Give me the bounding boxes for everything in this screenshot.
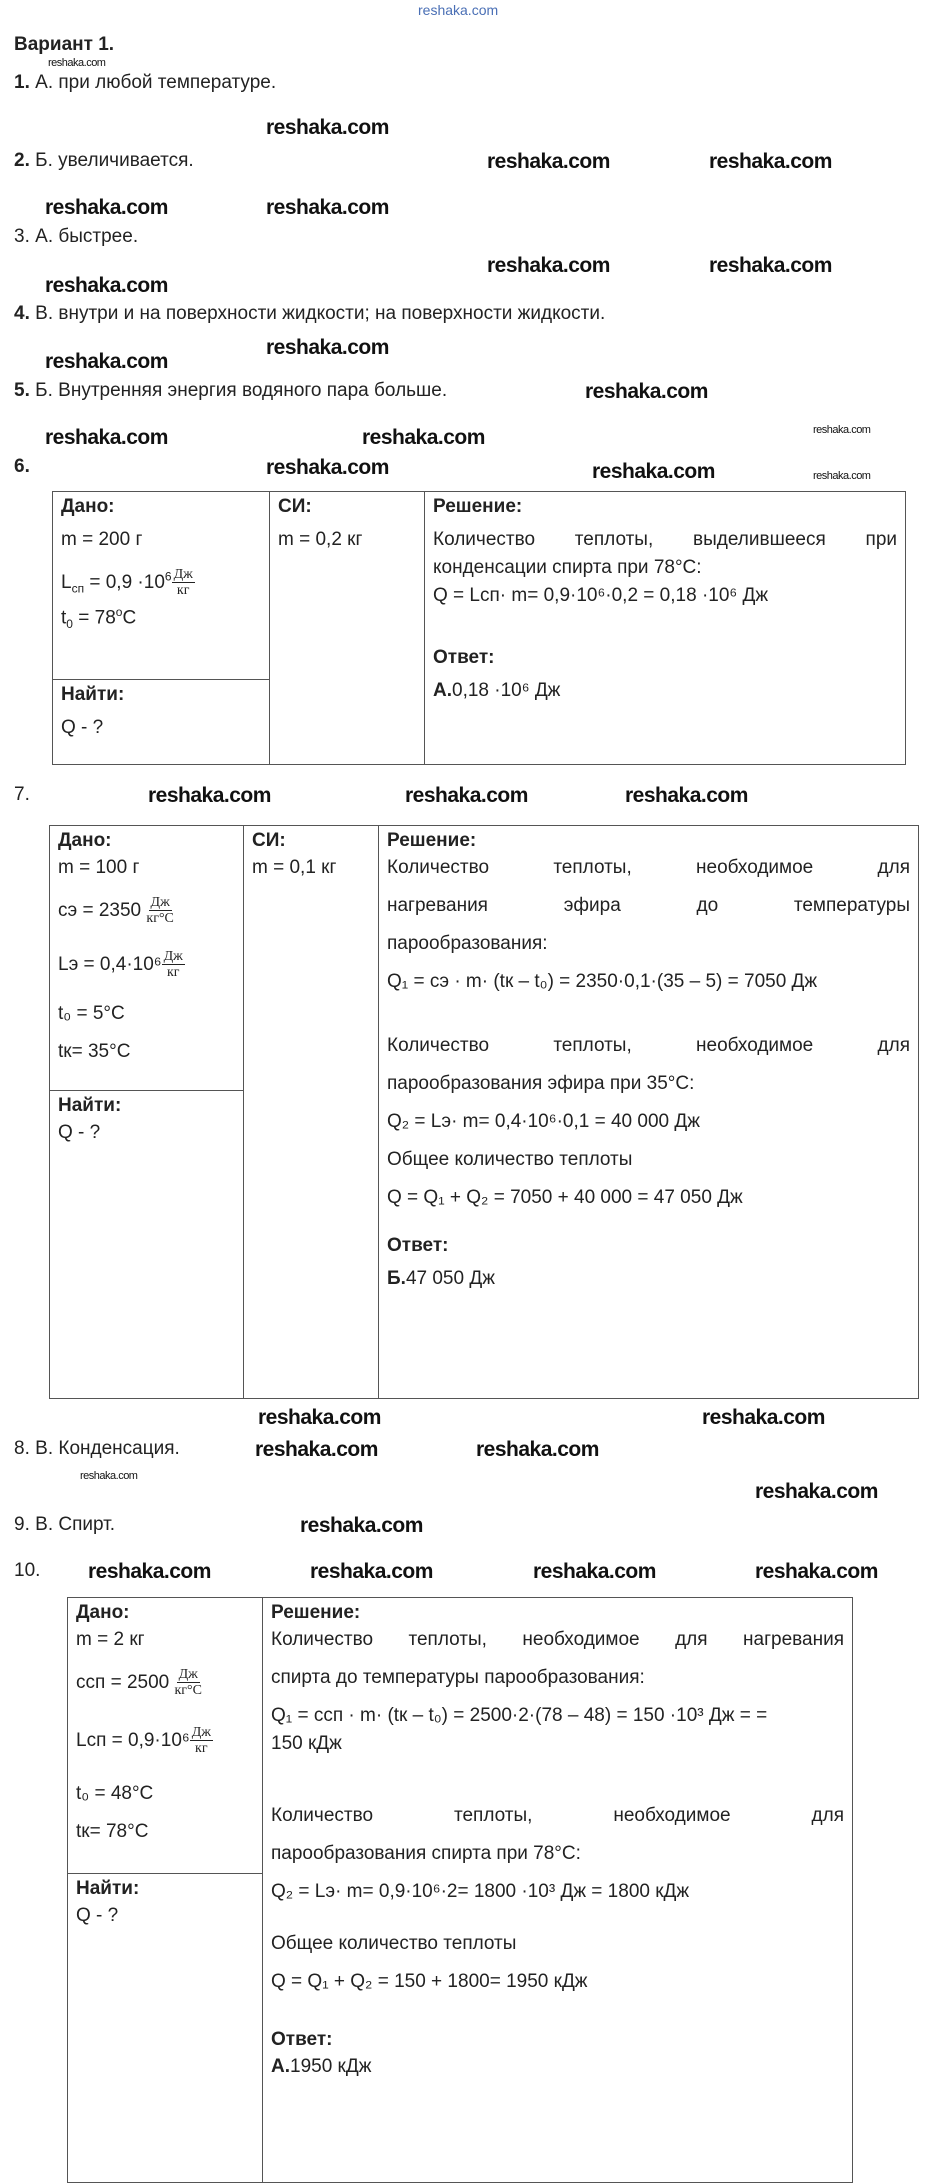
si-cell (244, 826, 379, 1399)
watermark: reshaka.com (45, 350, 168, 373)
formula-q1-result: 150 кДж (271, 1732, 342, 1754)
solution-text: Количество теплоты, необходимое для (271, 1804, 844, 1826)
watermark: reshaka.com (45, 274, 168, 297)
subscript: 0 (66, 616, 73, 631)
watermark: reshaka.com (48, 57, 106, 69)
si-cell (270, 492, 425, 765)
given-heat (76, 1725, 254, 1781)
find-label: Найти: (61, 684, 125, 705)
watermark: reshaka.com (755, 1480, 878, 1503)
watermark: reshaka.com (755, 1560, 878, 1583)
watermark: reshaka.com (300, 1514, 423, 1537)
answer-text: В. Конденсация. (35, 1438, 180, 1459)
watermark: reshaka.com (592, 460, 715, 483)
unit-fraction (175, 1667, 202, 1699)
site-link[interactable]: reshaka.com (418, 2, 499, 18)
solution-text: Общее количество теплоты (387, 1148, 633, 1170)
answer-number: 5. (14, 380, 30, 401)
unit-den: кг (176, 583, 190, 599)
formula: Q = Lсп· m= 0,9·10⁶·0,2 = 0,18 ·10⁶ Дж (433, 584, 769, 606)
si-label: СИ: (278, 496, 312, 517)
answer-label: Ответ: (271, 2028, 333, 2050)
answer-value: 47 050 Дж (405, 1267, 495, 1289)
given-mass: m = 100 г (58, 856, 140, 878)
solution-text: Количество теплоты, необходимое для (387, 1034, 910, 1056)
watermark: reshaka.com (266, 116, 389, 139)
answer-7-number: 7. (14, 784, 30, 805)
value: Lэ = 0,4·10⁶ (58, 953, 162, 975)
watermark: reshaka.com (255, 1438, 378, 1461)
given-temp: $t_0 = 78^oC$ (61, 604, 137, 631)
given-cell (68, 1598, 263, 1874)
solution-text: нагревания эфира до температуры (387, 894, 910, 916)
answer-5 (14, 380, 447, 402)
given-heat: $L_{сп} = 0,9 \cdot 10^6$ $\frac{Дж}{кг}$ (61, 566, 193, 599)
watermark: reshaka.com (266, 456, 389, 479)
find-label: Найти: (76, 1878, 140, 1899)
watermark: reshaka.com (709, 150, 832, 173)
solution-text: Общее количество теплоты (271, 1932, 517, 1954)
answer-letter: А. (271, 2055, 290, 2077)
watermark: reshaka.com (709, 254, 832, 277)
solution-label: Решение: (387, 830, 477, 851)
unit-num: Дж (191, 1724, 211, 1740)
unit-den: кг°C (174, 1683, 202, 1699)
unit-fraction (190, 1725, 213, 1757)
answer-10-number: 10. (14, 1560, 41, 1581)
watermark: reshaka.com (813, 424, 871, 436)
answer-text: В. внутри и на поверхности жидкости; на поверхности жидкости. (35, 303, 606, 324)
unit-num: Дж (163, 948, 183, 964)
given-t0: t₀ = 48°C (76, 1782, 154, 1804)
given-cell (50, 826, 244, 1091)
answer-number: 8. (14, 1438, 30, 1459)
find-cell (68, 1874, 263, 2183)
solution-text: Количество теплоты, выделившееся при (433, 528, 897, 550)
answer-6-number: 6. (14, 456, 30, 477)
unit-den: кг (166, 965, 180, 981)
solution-text: парообразования спирта при 78°C: (271, 1842, 581, 1864)
watermark: reshaka.com (487, 254, 610, 277)
unit-num: Дж (173, 566, 193, 582)
answer-value: 0,18 ·10⁶ Дж (452, 679, 561, 701)
watermark: reshaka.com (405, 784, 528, 807)
watermark: reshaka.com (45, 426, 168, 449)
value: Lсп = 0,9·10⁶ (76, 1729, 190, 1751)
watermark: reshaka.com (362, 426, 485, 449)
unit-den: кг°C (146, 911, 174, 927)
find-value: Q - ? (76, 1904, 119, 1926)
answer-8 (14, 1438, 180, 1460)
si-mass: m = 0,1 кг (252, 856, 337, 878)
formula-q2: Q₂ = Lэ· m= 0,4·10⁶·0,1 = 40 000 Дж (387, 1110, 700, 1132)
answer-4 (14, 303, 605, 325)
unit: C (122, 607, 137, 629)
answer-2 (14, 150, 194, 172)
find-value: Q - ? (61, 716, 104, 738)
answer-number: 2. (14, 150, 30, 171)
watermark: reshaka.com (476, 1438, 599, 1461)
answer-number: 1. (14, 72, 30, 93)
given-mass: m = 200 г (61, 528, 143, 550)
unit-fraction (162, 949, 185, 981)
unit-num: Дж (150, 894, 170, 910)
answer-1 (14, 72, 276, 94)
task6-table (52, 491, 906, 765)
answer-3 (14, 226, 138, 248)
formula-q2: Q₂ = Lэ· m= 0,9·10⁶·2= 1800 ·10³ Дж = 1800 кДж (271, 1880, 690, 1902)
solution-text: Количество теплоты, необходимое для (387, 856, 910, 878)
value: cэ = 2350 (58, 899, 142, 921)
unit-den: кг (195, 1741, 208, 1757)
variant-heading: Вариант 1. (14, 34, 115, 55)
formula-q1: Q₁ = cсп · m· (tк – t₀) = 2500·2·(78 – 48) = 150 ·10³ Дж = = (271, 1704, 768, 1726)
given-tk: tк= 78°C (76, 1820, 149, 1842)
watermark: reshaka.com (487, 150, 610, 173)
solution-text: парообразования эфира при 35°C: (387, 1072, 695, 1094)
given-label: Дано: (61, 496, 115, 517)
unit-fraction (172, 567, 195, 599)
exponent: 6 (164, 569, 172, 584)
answer-text: А. при любой температуре. (35, 72, 277, 93)
solution-label: Решение: (433, 496, 523, 517)
watermark: reshaka.com (585, 380, 708, 403)
watermark: reshaka.com (45, 196, 168, 219)
solution-text: спирта до температуры парообразования: (271, 1666, 645, 1688)
task10-table (67, 1597, 853, 2183)
watermark: reshaka.com (813, 470, 871, 482)
answer-letter: А. (433, 679, 452, 701)
solution-label: Решение: (271, 1602, 361, 1623)
answer-label: Ответ: (387, 1234, 449, 1256)
given-specific-heat (58, 895, 235, 947)
unit-num: Дж (178, 1666, 198, 1682)
answer-letter: Б. (387, 1267, 406, 1289)
watermark: reshaka.com (266, 336, 389, 359)
solution-text: Количество теплоты, необходимое для нагревания (271, 1628, 844, 1650)
si-label: СИ: (252, 830, 286, 851)
given-specific-heat (76, 1667, 254, 1723)
given-heat (58, 949, 235, 1001)
given-label: Дано: (58, 830, 112, 851)
answer-number: 4. (14, 303, 30, 324)
watermark: reshaka.com (266, 196, 389, 219)
solution-cell (379, 826, 919, 1399)
answer-text: Б. Внутренняя энергия водяного пара больше. (35, 380, 448, 401)
solution-text: конденсации спирта при 78°C: (433, 556, 702, 578)
watermark: reshaka.com (702, 1406, 825, 1429)
solution-cell (263, 1598, 853, 2183)
answer-number: 3. (14, 226, 30, 247)
find-cell (50, 1091, 244, 1399)
formula-total: Q = Q₁ + Q₂ = 150 + 1800= 1950 кДж (271, 1970, 588, 1992)
watermark: reshaka.com (80, 1470, 138, 1482)
answer-label: Ответ: (433, 646, 495, 668)
answer-9 (14, 1514, 115, 1536)
si-mass: m = 0,2 кг (278, 528, 363, 550)
answer-number: 9. (14, 1514, 30, 1535)
find-cell (53, 680, 270, 765)
given-mass: m = 2 кг (76, 1628, 145, 1650)
formula-q1: Q₁ = cэ · m· (tк – t₀) = 2350·0,1·(35 – 5) = 7050 Дж (387, 970, 818, 992)
watermark: reshaka.com (148, 784, 271, 807)
solution-text: парообразования: (387, 932, 548, 954)
value: = 0,9 ·10 (84, 571, 165, 593)
given-cell (53, 492, 270, 680)
find-label: Найти: (58, 1095, 122, 1116)
given-t0: t₀ = 5°C (58, 1002, 125, 1024)
watermark: reshaka.com (258, 1406, 381, 1429)
answer-text: В. Спирт. (35, 1514, 116, 1535)
watermark: reshaka.com (625, 784, 748, 807)
watermark: reshaka.com (310, 1560, 433, 1583)
subscript: сп (71, 581, 85, 596)
watermark: reshaka.com (88, 1560, 211, 1583)
value: cсп = 2500 (76, 1671, 170, 1693)
solution-cell (425, 492, 906, 765)
find-value: Q - ? (58, 1121, 101, 1143)
answer-value: 1950 кДж (290, 2055, 372, 2077)
given-tk: tк= 35°C (58, 1040, 131, 1062)
answer-text: Б. увеличивается. (35, 150, 194, 171)
value: = 78 (72, 607, 116, 629)
given-label: Дано: (76, 1602, 130, 1623)
degree: o (115, 604, 123, 619)
task7-table (49, 825, 919, 1399)
answer-text: А. быстрее. (35, 226, 139, 247)
watermark: reshaka.com (533, 1560, 656, 1583)
formula-total: Q = Q₁ + Q₂ = 7050 + 40 000 = 47 050 Дж (387, 1186, 743, 1208)
unit-fraction (146, 895, 173, 927)
